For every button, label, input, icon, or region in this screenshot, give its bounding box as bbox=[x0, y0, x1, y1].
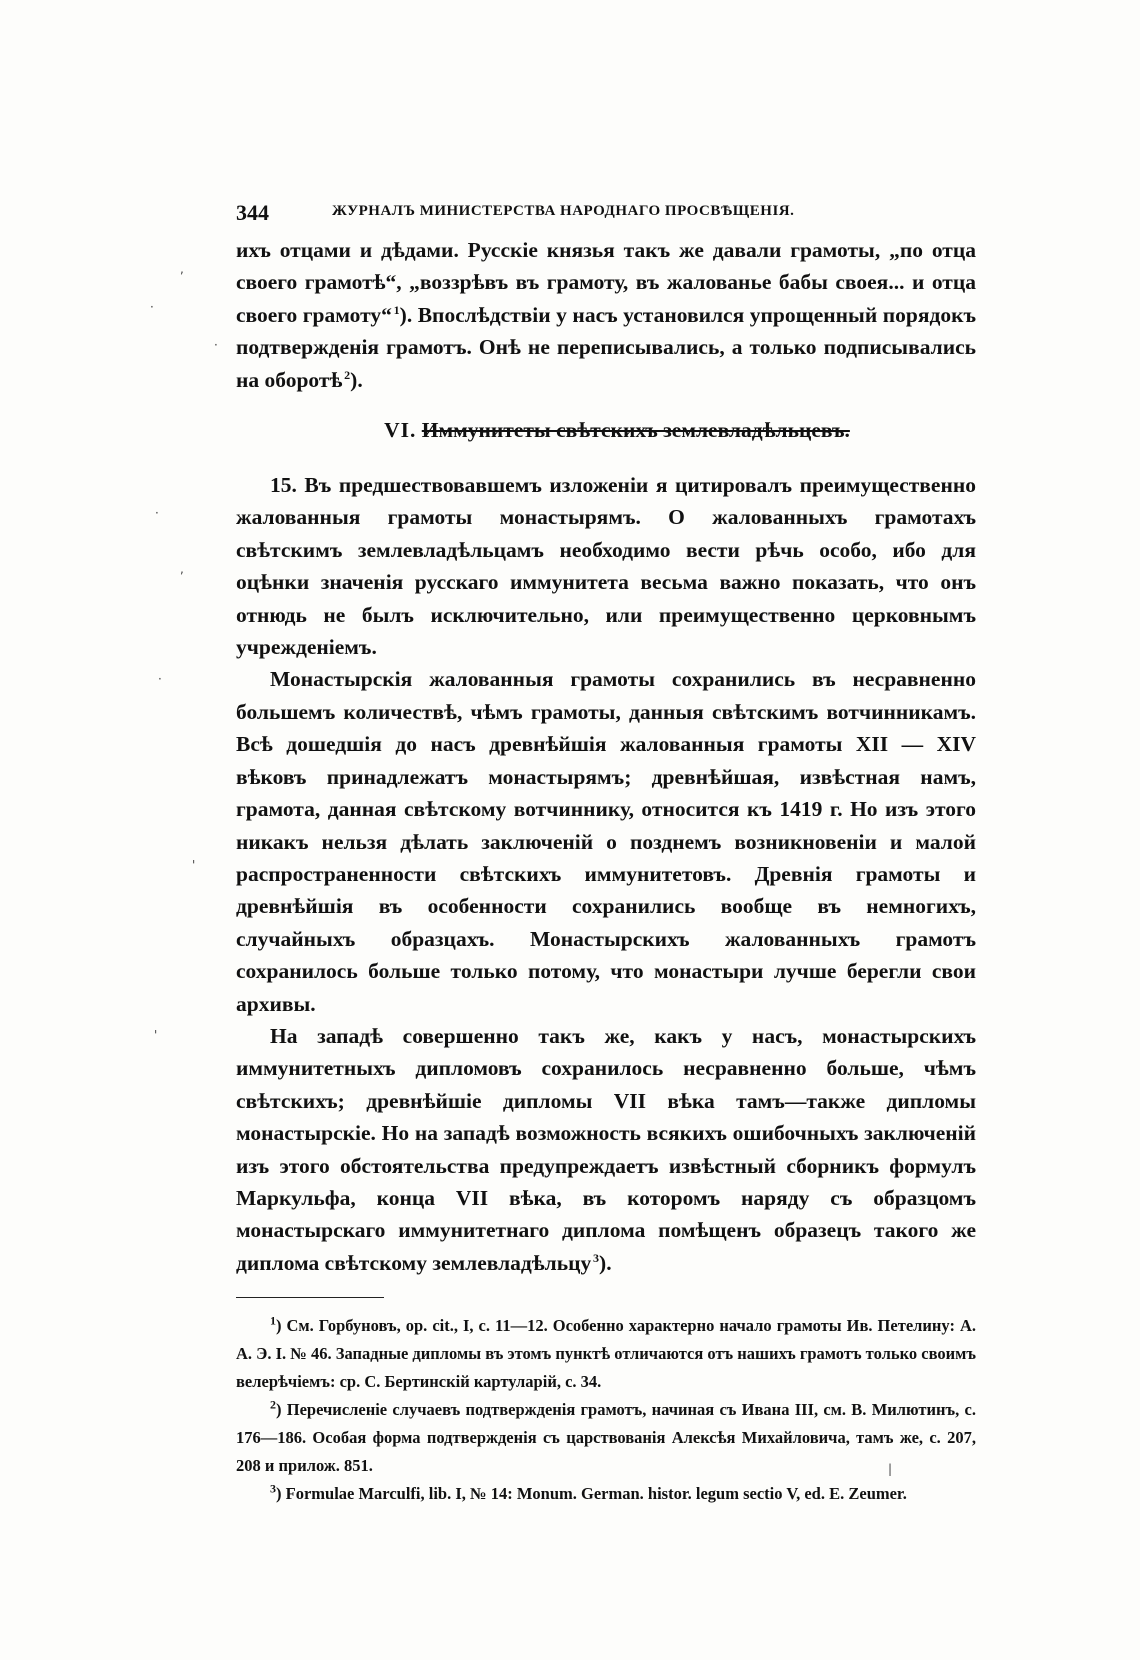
margin-speck: · bbox=[155, 506, 159, 520]
section-title: Иммунитеты свѣтскихъ землевладѣльцевъ. bbox=[421, 418, 850, 443]
paragraph-text: ихъ отцами и дѣдами. Русскіе князья такъ же давали грамоты, „по отца своего грамотѣ“, „воззрѣвъ въ грамоту, въ жалованье бабы своея... и отца своего грамоту“ bbox=[236, 238, 976, 327]
margin-speck: , bbox=[180, 262, 184, 276]
paragraph-text: ). Впослѣдствіи у насъ установился упрощенный порядокъ подтвержденія грамотъ. Онѣ не переписывались, а только подписывались на оборотѣ bbox=[236, 302, 976, 392]
margin-speck: | bbox=[888, 1462, 893, 1476]
footnote-rule bbox=[236, 1297, 384, 1298]
paragraph-text: ). bbox=[350, 367, 363, 392]
footnote-ref[interactable]: 1 bbox=[393, 302, 400, 317]
paragraph-15: 15. Въ предшествовавшемъ изложеніи я цитировалъ преимущественно жалованныя грамоты монастырямъ. О жалованныхъ грамотахъ свѣтскимъ землевладѣльцамъ необходимо вести рѣчь особо, ибо для оцѣнки значенія русскаго иммунитета весьма важно показать, что онъ отнюдь не былъ исключительно, или преимущественно церковнымъ учрежденіемъ. bbox=[236, 473, 976, 660]
page-number: 344 bbox=[236, 200, 269, 225]
paragraph-text: На западѣ совершенно такъ же, какъ у насъ, монастырскихъ иммунитетныхъ дипломовъ сохранилось несравненно больше, чѣмъ свѣтскихъ; древнѣйшіе дипломы VII вѣка тамъ—также дипломы монастырскіе. Но на западѣ возможность всякихъ ошибочныхъ заключеній изъ этого обстоятельства предупреждаетъ извѣстный сборникъ формулъ Маркульфа, конца VII вѣка, въ которомъ наряду съ образцомъ монастырскаго иммунитетнаго диплома помѣщенъ образецъ такого же диплома свѣтскому землевладѣльцу bbox=[236, 1023, 976, 1275]
footnote bbox=[236, 1396, 976, 1480]
margin-speck: · bbox=[158, 672, 162, 686]
section-number: VI. bbox=[384, 418, 417, 443]
footnote-text: ) Перечисленіе случаевъ подтвержденія грамотъ, начиная съ Ивана III, см. В. Милютинъ, с. 176—186. Особая форма подтвержденія съ царствованія Алексѣя Михайловича, тамъ же, с. 207, 208 и прилож. 851. bbox=[236, 1400, 976, 1476]
running-head bbox=[236, 200, 976, 234]
text-column bbox=[236, 200, 976, 1508]
footnote bbox=[236, 1480, 976, 1508]
paragraph-continued bbox=[236, 234, 976, 396]
margin-speck: ' bbox=[154, 1028, 158, 1042]
margin-speck: ' bbox=[192, 858, 196, 872]
paragraph-west bbox=[236, 1020, 976, 1279]
footnote-mark: 3 bbox=[270, 1481, 276, 1496]
section-heading bbox=[258, 418, 976, 443]
footnote-ref[interactable]: 2 bbox=[344, 367, 351, 382]
running-title: ЖУРНАЛЪ МИНИСТЕРСТВА НАРОДНАГО ПРОСВѢЩЕНІЯ. bbox=[332, 203, 795, 219]
footnote bbox=[236, 1312, 976, 1396]
footnote-mark: 2 bbox=[270, 1397, 276, 1412]
paragraph-text: ). bbox=[599, 1250, 612, 1275]
footnote-text: ) Formulae Marculfi, lib. I, № 14: Monum. German. histor. legum sectio V, ed. E. Zeumer. bbox=[276, 1484, 907, 1504]
paragraph-monastic: Монастырскія жалованныя грамоты сохранились въ несравненно большемъ количествѣ, чѣмъ грамоты, данныя свѣтскимъ вотчинникамъ. Всѣ дошедшія до насъ древнѣйшія жалованныя грамоты XII — XIV вѣковъ принадлежатъ монастырямъ; древнѣйшая, извѣстная намъ, грамота, данная свѣтскому вотчиннику, относится къ 1419 г. Но изъ этого никакъ нельзя дѣлать заключеній о позднемъ возникновеніи и малой распространенности свѣтскихъ иммунитетовъ. Древнія грамоты и древнѣйшія въ особенности сохранились вообще въ немногихъ, случайныхъ образцахъ. Монастырскихъ жалованныхъ грамотъ сохранилось больше только потому, что монастыри лучше берегли свои архивы. bbox=[236, 667, 976, 1016]
footnote-ref[interactable]: 3 bbox=[593, 1250, 600, 1265]
margin-speck: , bbox=[180, 562, 184, 576]
footnote-mark: 1 bbox=[270, 1313, 276, 1328]
footnote-text: ) См. Горбуновъ, op. cit., I, с. 11—12. Особенно характерно начало грамоты Ив. Петелину: А. А. Э. I. № 46. Западные дипломы въ этомъ пунктѣ отличаются отъ нашихъ грамотъ только своимъ велерѣчіемъ: ср. С. Бертинскій картуларій, с. 34. bbox=[236, 1316, 976, 1392]
margin-speck: · bbox=[150, 300, 154, 314]
margin-speck: · bbox=[214, 338, 218, 352]
